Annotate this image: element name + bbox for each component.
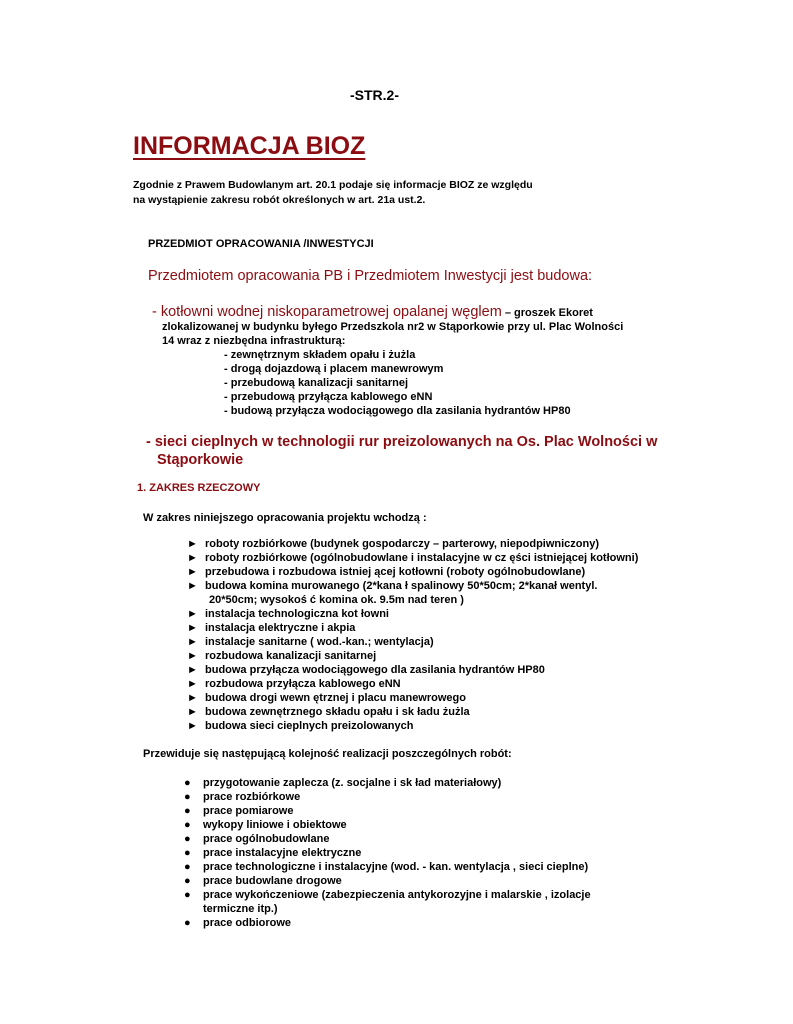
dot-bullet-icon: ●	[184, 777, 191, 789]
infrastructure-list	[224, 348, 571, 418]
triangle-bullet-icon: ►	[187, 692, 198, 704]
list-item: ► budowa przyłącza wodociągowego dla zasilania hydrantów HP80	[187, 664, 545, 676]
order-list	[184, 776, 591, 930]
dot-bullet-icon: ●	[184, 833, 191, 845]
list-item: - budową przyłącza wodociągowego dla zasilania hydrantów HP80	[224, 405, 571, 417]
triangle-bullet-icon: ►	[187, 608, 198, 620]
triangle-bullet-icon: ►	[187, 664, 198, 676]
list-item: ● prace ogólnobudowlane	[184, 833, 330, 845]
list-item: ► instalacja technologiczna kot łowni	[187, 608, 389, 620]
dot-bullet-icon: ●	[184, 875, 191, 887]
triangle-bullet-icon: ►	[187, 622, 198, 634]
triangle-bullet-icon: ►	[187, 552, 198, 564]
list-item: ► instalacje sanitarne ( wod.-kan.; wentylacja)	[187, 636, 434, 648]
list-item: ● prace rozbiórkowe	[184, 791, 301, 803]
order-intro: Przewiduje się następującą kolejność realizacji poszczególnych robót:	[143, 748, 512, 760]
triangle-bullet-icon: ►	[187, 650, 198, 662]
description-line: zlokalizowanej w budynku byłego Przedszkola nr2 w Stąporkowie przy ul. Plac Wolności	[162, 321, 624, 333]
list-item: ► instalacja elektryczne i akpia	[187, 622, 356, 634]
list-item: ► budowa zewnętrznego składu opału i sk ładu żużla	[187, 706, 470, 718]
triangle-bullet-icon: ►	[187, 538, 198, 550]
list-item: ● przygotowanie zaplecza (z. socjalne i sk ład materiałowy)	[184, 777, 502, 789]
subject-lead: Przedmiotem opracowania PB i Przedmiotem Inwestycji jest budowa:	[148, 268, 593, 284]
list-item: - drogą dojazdową i placem manewrowym	[224, 363, 444, 375]
list-item: - przebudową przyłącza kablowego eNN	[224, 391, 433, 403]
list-item: ► budowa sieci cieplnych preizolowanych	[187, 720, 414, 732]
list-item: ► roboty rozbiórkowe (budynek gospodarczy – parterowy, niepodpiwniczony)	[187, 538, 600, 550]
triangle-bullet-icon: ►	[187, 706, 198, 718]
list-item: - zewnętrznym składem opału i żużla	[224, 349, 416, 361]
list-item: ● prace pomiarowe	[184, 805, 294, 817]
intro-paragraph	[133, 178, 533, 208]
dot-bullet-icon: ●	[184, 847, 191, 859]
dot-bullet-icon: ●	[184, 889, 191, 901]
triangle-bullet-icon: ►	[187, 566, 198, 578]
dot-bullet-icon: ●	[184, 861, 191, 873]
list-item: ► rozbudowa kanalizacji sanitarnej	[187, 650, 377, 662]
scope-intro: W zakres niniejszego opracowania projektu wchodzą :	[143, 512, 427, 524]
intro-line: Zgodnie z Prawem Budowlanym art. 20.1 podaje się informacje BIOZ ze względu	[133, 179, 533, 191]
list-item: - przebudową kanalizacji sanitarnej	[224, 377, 408, 389]
page-number: -STR.2-	[350, 87, 399, 103]
list-item-continuation: termiczne itp.)	[203, 903, 278, 915]
list-item: ● wykopy liniowe i obiektowe	[184, 819, 347, 831]
subject-item-title: - kotłowni wodnej niskoparametrowej opalanej węglem	[152, 304, 502, 320]
list-item: ► roboty rozbiórkowe (ogólnobudowlane i instalacyjne w cz ęści istniejącej kotłowni)	[187, 552, 639, 564]
list-item: ► rozbudowa przyłącza kablowego eNN	[187, 678, 401, 690]
subject-item-note: – groszek Ekoret	[501, 307, 593, 319]
description-line: 14 wraz z niezbędna infrastrukturą:	[162, 335, 346, 347]
triangle-bullet-icon: ►	[187, 678, 198, 690]
list-item: ● prace budowlane drogowe	[184, 875, 342, 887]
list-item: ► przebudowa i rozbudowa istniej ącej kotłowni (roboty ogólnobudowlane)	[187, 566, 586, 578]
dot-bullet-icon: ●	[184, 819, 191, 831]
list-item: ● prace wykończeniowe (zabezpieczenia antykorozyjne i malarskie , izolacje termiczne itp.)	[184, 889, 591, 915]
dot-bullet-icon: ●	[184, 805, 191, 817]
list-item-continuation: 20*50cm; wysokoś ć komina ok. 9.5m nad teren )	[209, 594, 464, 606]
intro-line: na wystąpienie zakresu robót określonych w art. 21a ust.2.	[133, 194, 426, 206]
list-item: ● prace technologiczne i instalacyjne (wod. - kan. wentylacja , sieci cieplne)	[184, 861, 589, 873]
dot-bullet-icon: ●	[184, 917, 191, 929]
subject-item-boiler-room	[152, 304, 593, 320]
subject-item-line: - sieci cieplnych w technologii rur preizolowanych na Os. Plac Wolności w	[146, 434, 658, 450]
dot-bullet-icon: ●	[184, 791, 191, 803]
list-item: ► budowa komina murowanego (2*kana ł spalinowy 50*50cm; 2*kanał wentyl. 20*50cm; wysokoś ć komina ok. 9.5m nad teren )	[187, 579, 638, 607]
list-item: ● prace odbiorowe	[184, 917, 292, 929]
subject-item-heating-network	[146, 433, 657, 469]
page-title: INFORMACJA BIOZ	[133, 132, 366, 160]
subject-item-description	[162, 320, 623, 348]
list-item: ► budowa drogi wewn ętrznej i placu manewrowego	[187, 692, 466, 704]
triangle-bullet-icon: ►	[187, 720, 198, 732]
subject-heading: PRZEDMIOT OPRACOWANIA /INWESTYCJI	[148, 238, 374, 250]
section-heading-scope: 1. ZAKRES RZECZOWY	[137, 482, 261, 494]
triangle-bullet-icon: ►	[187, 636, 198, 648]
scope-list	[187, 537, 638, 733]
triangle-bullet-icon: ►	[187, 580, 198, 592]
list-item: ● prace instalacyjne elektryczne	[184, 847, 362, 859]
subject-item-line: Stąporkowie	[157, 452, 244, 468]
